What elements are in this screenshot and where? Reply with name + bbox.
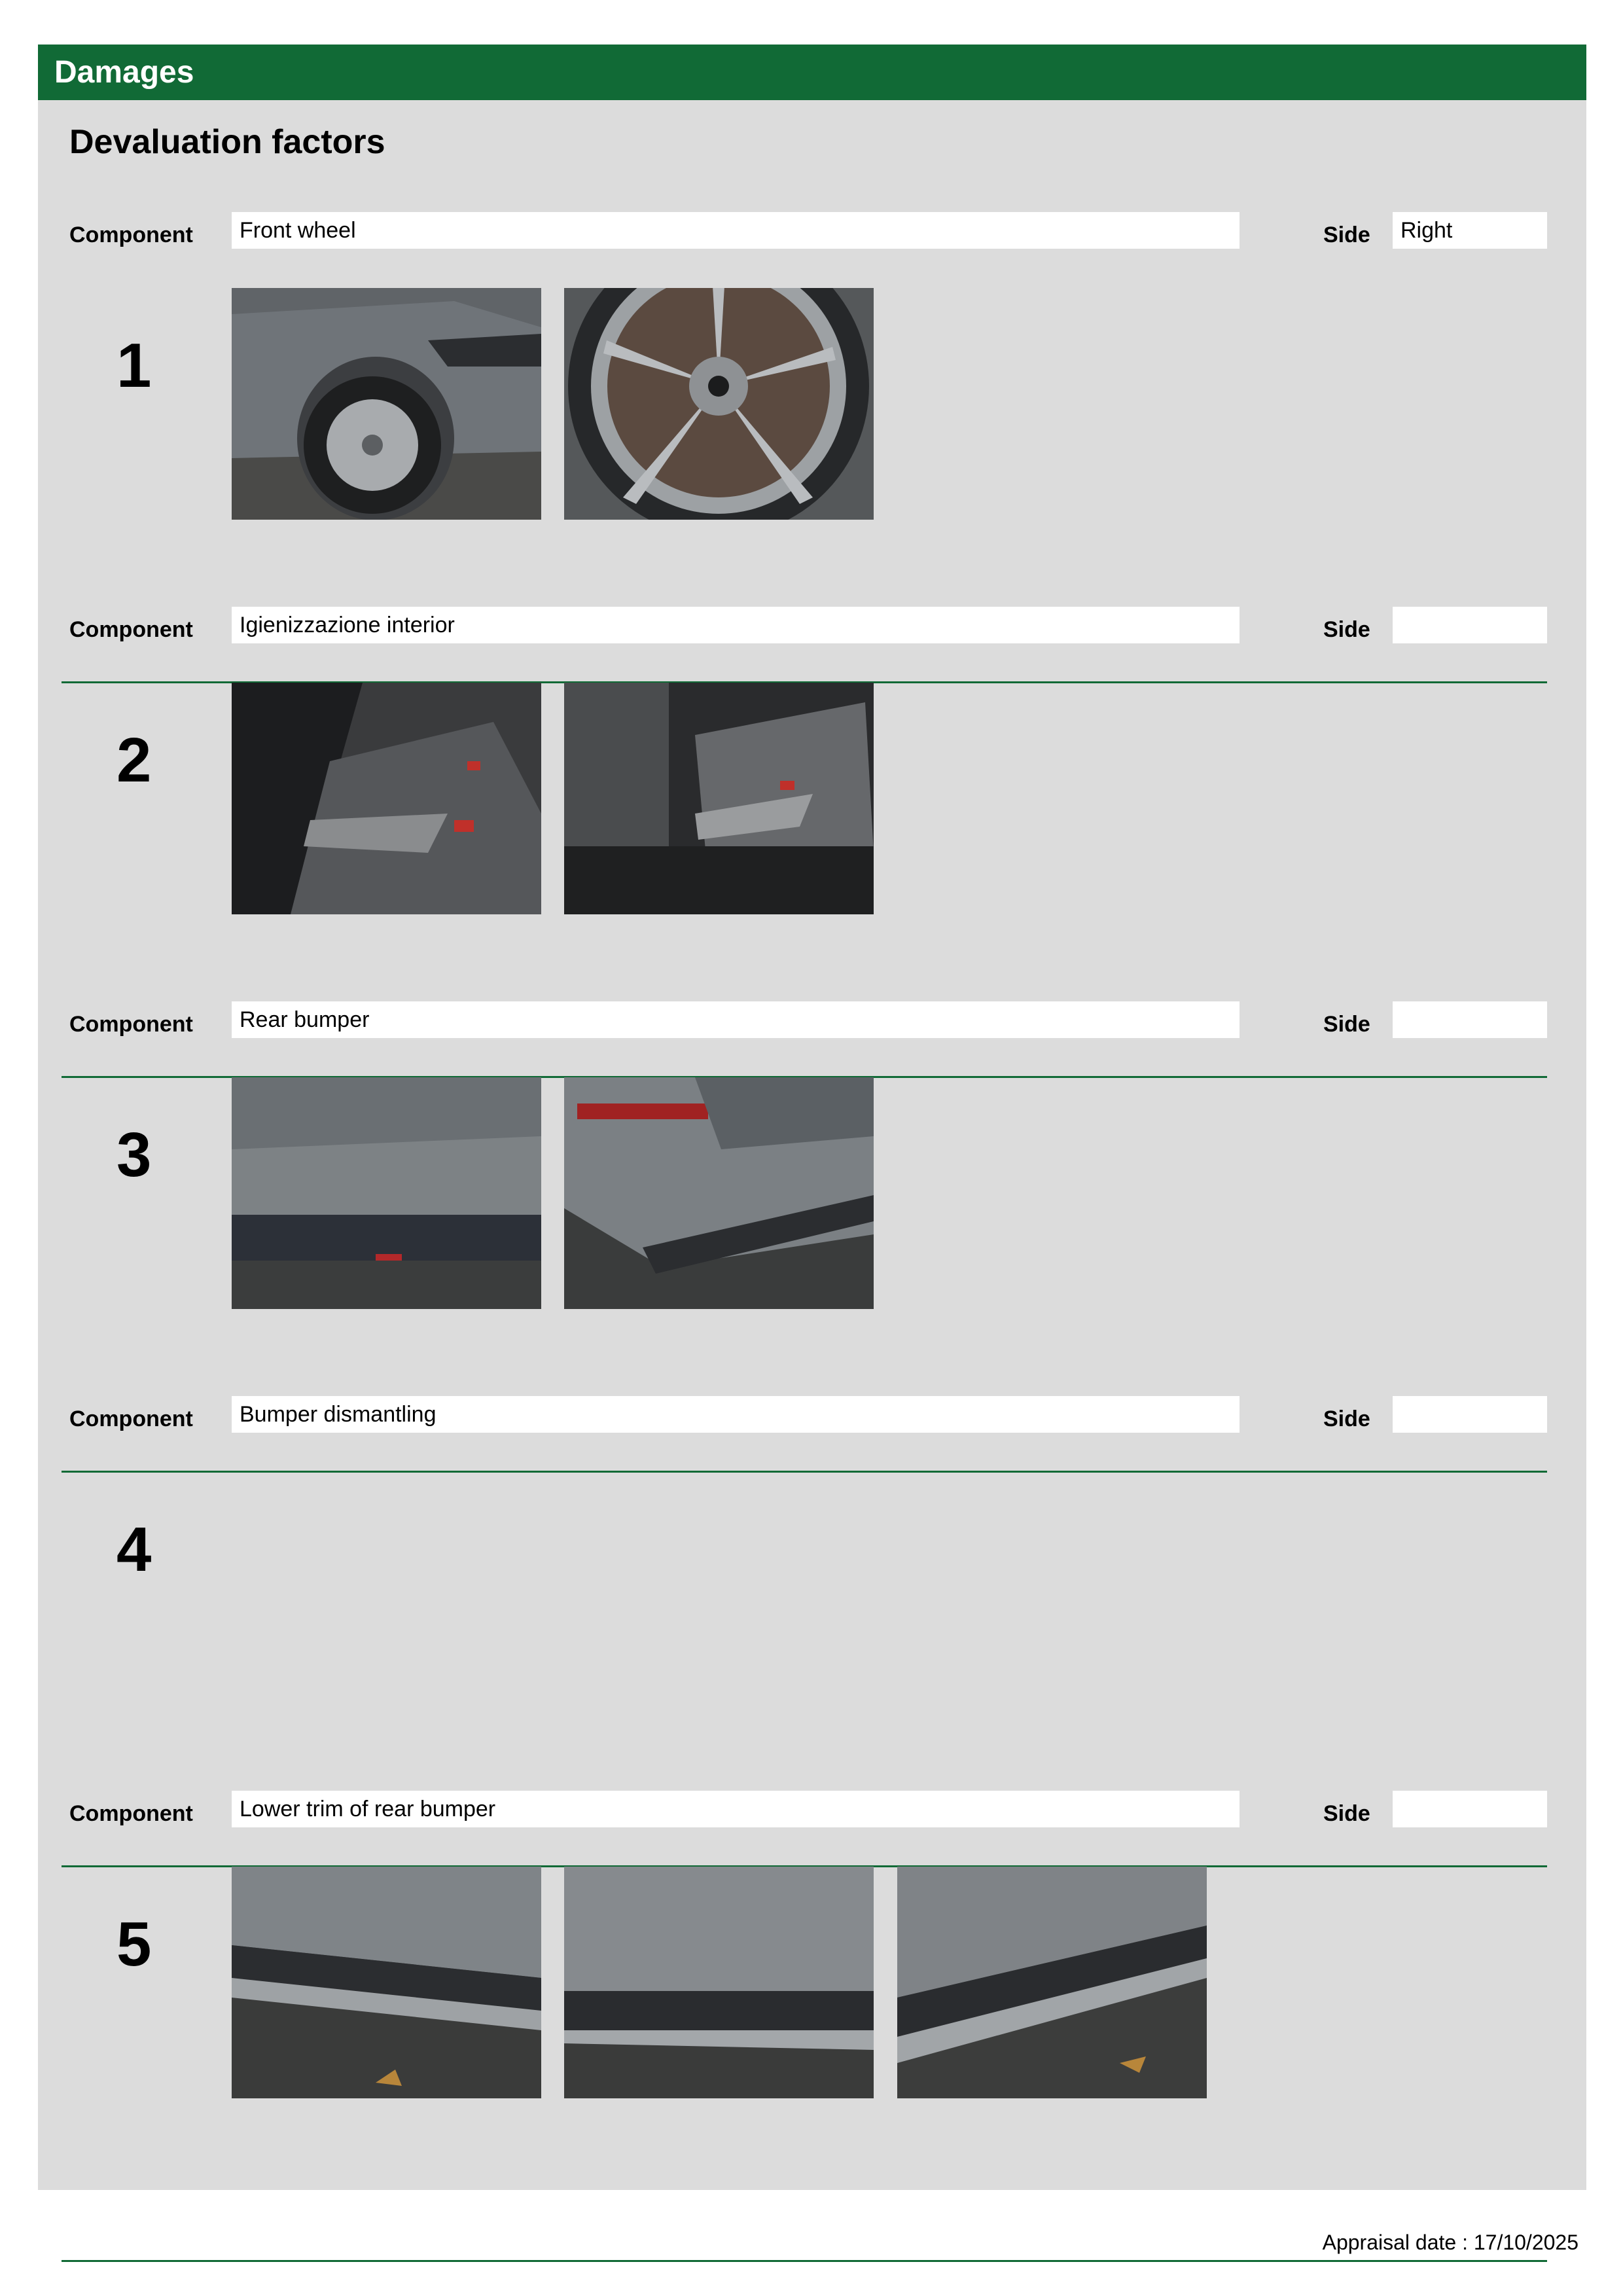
damage-row	[38, 1771, 1586, 2166]
side-label: Side	[1323, 1407, 1370, 1431]
component-field: Rear bumper	[232, 1001, 1240, 1038]
row-divider	[62, 2260, 1547, 2262]
component-label: Component	[69, 617, 193, 642]
header-title: Damages	[54, 55, 194, 90]
row-number: 3	[116, 1120, 152, 1190]
side-label: Side	[1323, 1801, 1370, 1826]
row-number: 4	[116, 1515, 152, 1585]
side-label: Side	[1323, 223, 1370, 247]
component-label: Component	[69, 1407, 193, 1431]
damages-panel	[38, 45, 1586, 2190]
row-number: 5	[116, 1909, 152, 1979]
component-field: Igienizzazione interior	[232, 607, 1240, 643]
lower-trim-right-photo[interactable]	[897, 1867, 1207, 2098]
component-label: Component	[69, 1801, 193, 1826]
side-label: Side	[1323, 617, 1370, 642]
damage-row	[38, 192, 1586, 587]
component-field: Front wheel	[232, 212, 1240, 249]
side-field: Right	[1393, 212, 1547, 249]
component-field: Bumper dismantling	[232, 1396, 1240, 1433]
component-field: Lower trim of rear bumper	[232, 1791, 1240, 1827]
side-label: Side	[1323, 1012, 1370, 1037]
component-label: Component	[69, 1012, 193, 1037]
damage-row	[38, 1376, 1586, 1771]
rear-bumper-corner-photo[interactable]	[564, 1077, 874, 1309]
side-field	[1393, 1001, 1547, 1038]
component-label: Component	[69, 223, 193, 247]
alloy-wheel-closeup-photo[interactable]	[564, 288, 874, 520]
front-wheel-arch-photo[interactable]	[232, 288, 541, 520]
rear-seat-side-photo[interactable]	[564, 683, 874, 914]
lower-trim-center-photo[interactable]	[564, 1867, 874, 2098]
rear-bumper-closeup-photo[interactable]	[232, 1077, 541, 1309]
side-field	[1393, 1396, 1547, 1433]
row-number: 2	[116, 725, 152, 795]
damage-row	[38, 587, 1586, 982]
side-field	[1393, 607, 1547, 643]
rear-seat-photo[interactable]	[232, 683, 541, 914]
damage-row	[38, 982, 1586, 1376]
section-header-bar	[38, 45, 1586, 100]
appraisal-date: Appraisal date : 17/10/2025	[1322, 2231, 1578, 2254]
section-title: Devaluation factors	[69, 123, 385, 161]
side-field	[1393, 1791, 1547, 1827]
lower-trim-left-photo[interactable]	[232, 1867, 541, 2098]
row-number: 1	[116, 331, 152, 401]
